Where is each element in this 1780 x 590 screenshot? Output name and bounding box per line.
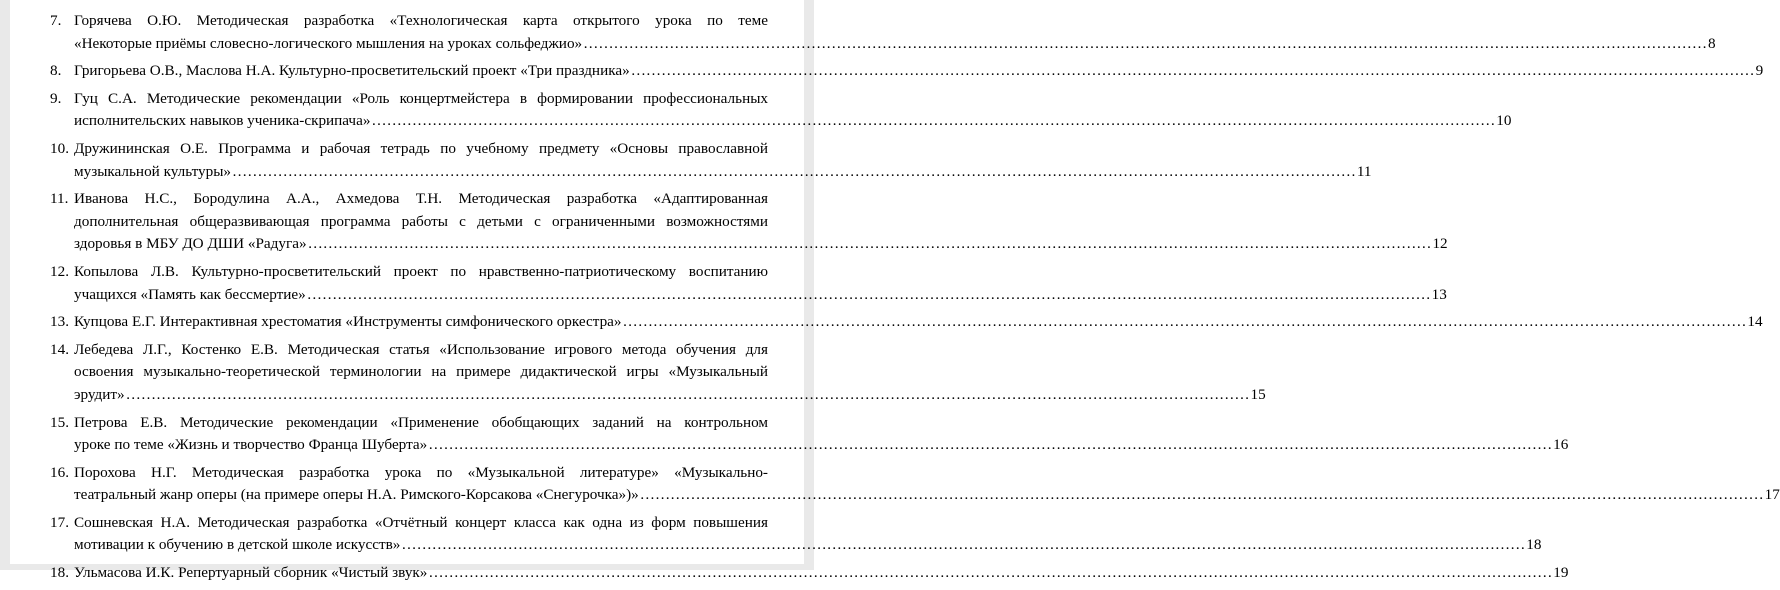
- toc-entry-number: 14.: [50, 340, 69, 358]
- dot-leader: [640, 484, 1764, 507]
- toc-page-number: 16: [1553, 436, 1569, 454]
- toc-entry-line: Дружининская О.Е. Программа и рабочая тетрадь по учебному предмету «Основы православной: [74, 139, 768, 157]
- toc-entry-last-line: [74, 33, 1716, 56]
- toc-entry-title: уроке по теме «Жизнь и творчество Франца Шуберта»: [74, 436, 428, 454]
- page-edge-left: [0, 0, 10, 570]
- toc-entry-title: эрудит»: [74, 385, 125, 403]
- toc-entry: [50, 412, 1569, 457]
- toc-entry-title: исполнительских навыков ученика-скрипача»: [74, 112, 371, 130]
- toc-entry-title: Ульмасова И.К. Репертуарный сборник «Чистый звук»: [74, 564, 428, 582]
- toc-entry-line: Лебедева Л.Г., Костенко Е.В. Методическая статья «Использование игрового метода обучения для: [74, 340, 768, 358]
- toc-entry-line: Гуц С.А. Методические рекомендации «Роль концертмейстера в формировании профессиональных: [74, 89, 768, 107]
- toc-entry-title: Купцова Е.Г. Интерактивная хрестоматия «Инструменты симфонического оркестра»: [74, 313, 622, 331]
- toc-entry-title: мотивации к обучению в детской школе искусств»: [74, 536, 401, 554]
- toc-entry-last-line: [74, 60, 1764, 83]
- toc-entry-last-line: [74, 484, 1780, 507]
- toc-entry-last-line: [74, 233, 1448, 256]
- toc-entry-last-line: [74, 284, 1447, 307]
- toc-entry-title: «Некоторые приёмы словесно-логического мышления на уроках сольфеджио»: [74, 34, 583, 52]
- toc-entry: [50, 562, 1569, 585]
- toc-entry-line: Петрова Е.В. Методические рекомендации «Применение обобщающих заданий на контрольном: [74, 413, 768, 431]
- toc-entry-last-line: [74, 562, 1569, 585]
- toc-entry-title: Григорьева О.В., Маслова Н.А. Культурно-просветительский проект «Три праздника»: [74, 62, 630, 80]
- dot-leader: [307, 284, 1431, 307]
- toc-page-number: 11: [1356, 162, 1372, 180]
- table-of-contents: [50, 10, 1780, 590]
- toc-page-number: 13: [1431, 285, 1447, 303]
- toc-page-number: 12: [1432, 235, 1448, 253]
- toc-entry-last-line: [74, 434, 1569, 457]
- toc-page-number: 10: [1496, 112, 1512, 130]
- toc-entry-last-line: [74, 534, 1542, 557]
- toc-entry-title: музыкальной культуры»: [74, 162, 232, 180]
- dot-leader: [401, 534, 1525, 557]
- toc-entry: [50, 10, 1716, 55]
- toc-entry-line: Порохова Н.Г. Методическая разработка урока по «Музыкальной литературе» «Музыкально-: [74, 463, 768, 481]
- toc-entry-title: здоровья в МБУ ДО ДШИ «Радуга»: [74, 235, 307, 253]
- toc-entry-number: 12.: [50, 262, 69, 280]
- toc-entry-number: 10.: [50, 139, 69, 157]
- toc-entry-number: 11.: [50, 190, 69, 208]
- toc-entry: [50, 138, 1372, 183]
- toc-entry-line: Иванова Н.С., Бородулина А.А., Ахмедова Т.Н. Методическая разработка «Адаптированная: [74, 190, 768, 208]
- toc-entry-number: 13.: [50, 313, 69, 331]
- toc-entry-number: 17.: [50, 513, 69, 531]
- toc-entry-last-line: [74, 311, 1763, 334]
- toc-page-number: 18: [1526, 536, 1542, 554]
- dot-leader: [308, 233, 1432, 256]
- toc-entry: [50, 261, 1447, 306]
- toc-page-number: 17: [1764, 486, 1780, 504]
- toc-entry-line: Копылова Л.В. Культурно-просветительский проект по нравственно-патриотическому воспитанию: [74, 262, 768, 280]
- toc-page-number: 8: [1708, 34, 1716, 52]
- toc-entry: [50, 311, 1763, 334]
- toc-entry-last-line: [74, 384, 1266, 407]
- toc-entry: [50, 188, 1448, 256]
- toc-entry-last-line: [74, 161, 1372, 184]
- dot-leader: [232, 161, 1356, 184]
- toc-entry: [50, 60, 1764, 83]
- toc-page-number: 9: [1755, 62, 1764, 80]
- toc-page-number: 14: [1747, 313, 1763, 331]
- toc-entry-title: театральный жанр оперы (на примере оперы Н.А. Римского-Корсакова «Снегурочка»)»: [74, 486, 639, 504]
- toc-entry-number: 18.: [50, 564, 69, 582]
- dot-leader: [428, 562, 1552, 585]
- toc-entry-last-line: [74, 110, 1512, 133]
- toc-entry: [50, 462, 1780, 507]
- dot-leader: [631, 60, 1755, 83]
- toc-entry-line: освоения музыкально-теоретической терминологии на примере дидактической игры «Музыкальный: [74, 363, 768, 381]
- toc-entry-line: дополнительная общеразвивающая программа работы с детьми с ограниченными возможностями: [74, 212, 768, 230]
- dot-leader: [371, 110, 1495, 133]
- toc-entry-line: Сошневская Н.А. Методическая разработка «Отчётный концерт класса как одна из форм повышения: [74, 513, 768, 531]
- toc-entry-line: Горячева О.Ю. Методическая разработка «Технологическая карта открытого урока по теме: [74, 12, 768, 29]
- toc-entry-number: 7.: [50, 12, 62, 29]
- dot-leader: [126, 384, 1250, 407]
- toc-entry-number: 15.: [50, 413, 69, 431]
- toc-entry-number: 8.: [50, 62, 62, 80]
- dot-leader: [428, 434, 1552, 457]
- toc-page-number: 15: [1250, 385, 1266, 403]
- toc-entry-number: 9.: [50, 89, 62, 107]
- toc-entry-title: учащихся «Память как бессмертие»: [74, 285, 306, 303]
- toc-entry-number: 16.: [50, 463, 69, 481]
- toc-entry: [50, 88, 1512, 133]
- toc-page-number: 19: [1553, 564, 1569, 582]
- toc-entry: [50, 339, 1266, 407]
- dot-leader: [583, 33, 1707, 56]
- toc-entry: [50, 512, 1542, 557]
- dot-leader: [623, 311, 1747, 334]
